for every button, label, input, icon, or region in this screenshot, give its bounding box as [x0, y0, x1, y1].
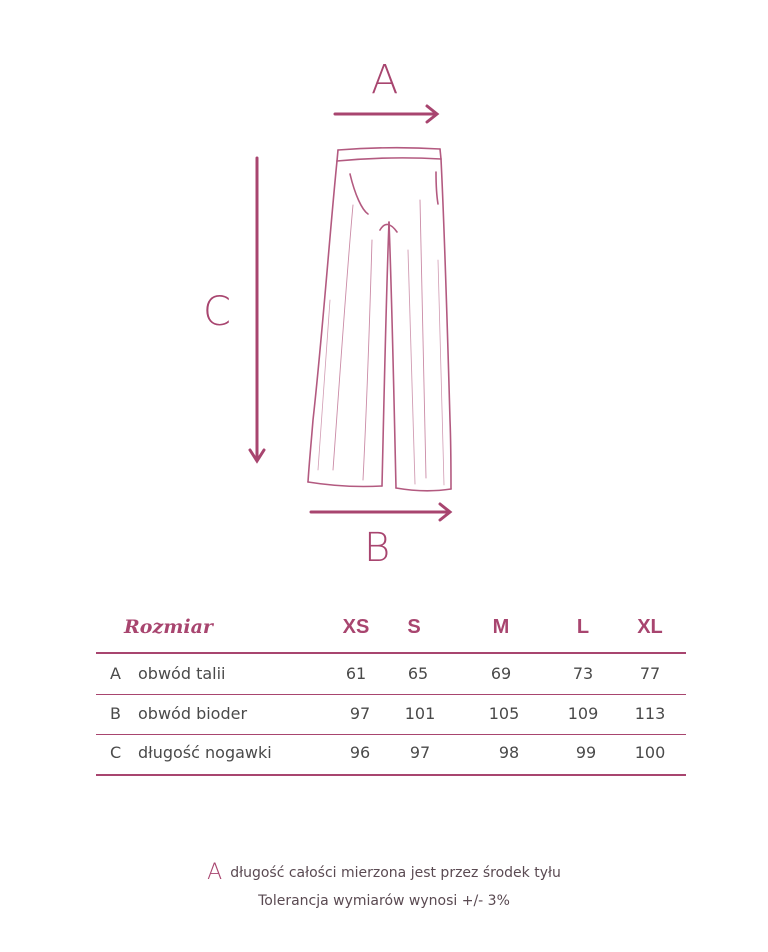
- header-rule: [96, 652, 686, 654]
- row-divider: [96, 694, 686, 695]
- cell-value: 97: [349, 704, 371, 723]
- row-letter: A: [110, 664, 121, 683]
- size-heading: Rozmiar: [124, 616, 213, 638]
- footnote-tolerance: Tolerancja wymiarów wynosi +/- 3%: [258, 893, 510, 909]
- size-l: L: [576, 616, 590, 638]
- arrow-c: [250, 158, 264, 461]
- cell-value: 61: [345, 664, 367, 683]
- cell-value: 69: [490, 664, 512, 683]
- row-letter: C: [110, 743, 122, 762]
- cell-value: 77: [639, 664, 661, 683]
- cell-value: 101: [404, 704, 436, 723]
- cell-value: 113: [634, 704, 666, 723]
- cell-value: 98: [498, 743, 520, 762]
- row-label: obwód bioder: [138, 704, 248, 723]
- cell-value: 65: [407, 664, 429, 683]
- size-m: M: [492, 616, 510, 638]
- size-xl: XL: [637, 616, 663, 638]
- footnote-length: [0, 860, 768, 885]
- size-xs: XS: [342, 616, 370, 638]
- row-label: obwód talii: [138, 664, 226, 683]
- row-divider: [96, 734, 686, 735]
- trousers-sketch: [308, 148, 451, 491]
- cell-value: 97: [409, 743, 431, 762]
- cell-value: 96: [349, 743, 371, 762]
- label-c: C: [203, 289, 231, 335]
- arrow-a: [335, 106, 437, 122]
- cell-value: 105: [488, 704, 520, 723]
- row-label: długość nogawki: [138, 743, 272, 762]
- bottom-rule: [96, 774, 686, 776]
- cell-value: 109: [567, 704, 599, 723]
- cell-value: 99: [575, 743, 597, 762]
- size-s: S: [407, 616, 421, 638]
- footnote-letter: A: [207, 860, 223, 885]
- footnote-text: długość całości mierzona jest przez środek tyłu: [230, 865, 561, 881]
- label-b: B: [364, 525, 391, 571]
- cell-value: 73: [572, 664, 594, 683]
- cell-value: 100: [634, 743, 666, 762]
- label-a: A: [371, 57, 399, 103]
- row-letter: B: [110, 704, 121, 723]
- arrow-b: [311, 504, 450, 520]
